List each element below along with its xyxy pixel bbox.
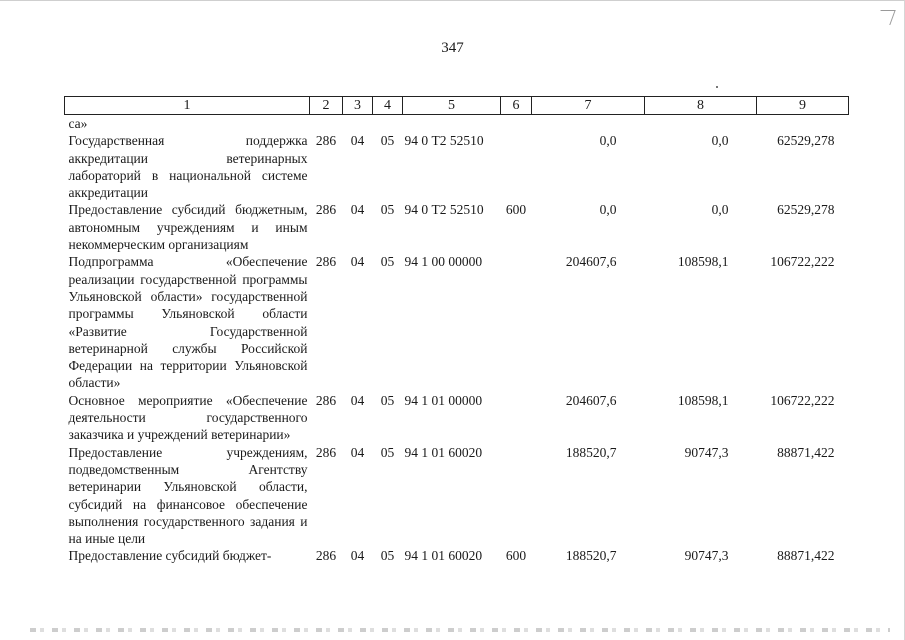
row-subsection: 05	[380, 202, 395, 218]
row-value-9: 106722,222	[770, 392, 835, 408]
row-expense-type	[501, 132, 532, 201]
table-row	[65, 444, 849, 548]
row-value-7: 0,0	[599, 202, 617, 218]
row-code: 286	[315, 392, 337, 408]
row-name: Предоставление субсидий бюджетным, автономным учреждениям и иным некоммерческим организациям	[68, 202, 308, 253]
row-target-article: 94 0 Т2 52510	[404, 133, 484, 149]
header-cell: 2	[310, 97, 343, 115]
row-name: Основное мероприятие «Обеспечение деятельности государственного заказчика и учреждений ветеринарии»	[68, 392, 308, 443]
row-value-7: 204607,6	[565, 254, 617, 270]
table-header-row	[65, 97, 849, 115]
row-value-9: 62529,278	[777, 202, 835, 218]
row-code: 286	[315, 133, 337, 149]
header-cell: 1	[65, 97, 310, 115]
row-section: 04	[350, 444, 365, 460]
table-row	[65, 132, 849, 201]
row-value-7: 188520,7	[565, 548, 617, 564]
page-number: 347	[441, 40, 464, 56]
row-value-8: 90747,3	[684, 548, 729, 564]
row-value-8: 108598,1	[677, 254, 729, 270]
row-target-article: 94 1 01 60020	[404, 444, 483, 460]
row-code: 286	[315, 548, 337, 564]
row-subsection: 05	[380, 392, 395, 408]
row-value-9: 88871,422	[777, 444, 835, 460]
scan-edge-noise	[30, 628, 890, 632]
row-name: Государственная поддержка аккредитации ветеринарных лабораторий в национальной системе аккредитации	[68, 133, 308, 201]
row-value-8: 0,0	[711, 202, 729, 218]
row-value-7: 188520,7	[565, 444, 617, 460]
row-name: Предоставление субсидий бюджет-	[68, 548, 272, 564]
table-body	[65, 115, 849, 565]
row-expense-type	[501, 253, 532, 391]
row-section: 04	[350, 392, 365, 408]
header-cell: 6	[501, 97, 532, 115]
row-subsection: 05	[380, 444, 395, 460]
row-code: 286	[315, 202, 337, 218]
row-value-9: 88871,422	[777, 548, 835, 564]
row-section: 04	[350, 548, 365, 564]
row-target-article: 94 1 00 00000	[404, 254, 483, 270]
row-target-article: 94 0 Т2 52510	[404, 202, 484, 218]
budget-table	[64, 96, 849, 565]
row-value-7: 204607,6	[565, 392, 617, 408]
table-row	[65, 547, 849, 564]
header-cell: 4	[373, 97, 403, 115]
table-row	[65, 201, 849, 253]
row-value-8: 0,0	[711, 133, 729, 149]
row-target-article: 94 1 01 60020	[404, 548, 483, 564]
row-expense-type: 600	[505, 548, 527, 564]
header-cell: 7	[532, 97, 645, 115]
row-value-8: 108598,1	[677, 392, 729, 408]
row-section: 04	[350, 254, 365, 270]
row-value-7: 0,0	[599, 133, 617, 149]
row-expense-type: 600	[505, 202, 527, 218]
header-cell: 9	[757, 97, 849, 115]
row-value-8: 90747,3	[684, 444, 729, 460]
header-cell: 8	[645, 97, 757, 115]
row-value-9: 106722,222	[770, 254, 835, 270]
row-code: 286	[315, 254, 337, 270]
header-cell: 5	[403, 97, 501, 115]
scan-speck	[716, 86, 718, 88]
row-section: 04	[350, 133, 365, 149]
table-row	[65, 392, 849, 444]
row-section: 04	[350, 202, 365, 218]
row-target-article: 94 1 01 00000	[404, 392, 483, 408]
row-name: Подпрограмма «Обеспечение реализации государственной программы Ульяновской области» государственной программы Ульяновской области «Развитие Государственной ветеринарной службы Российской Федерации на территории Ульяновской области»	[68, 254, 308, 391]
row-expense-type	[501, 392, 532, 444]
continuation-row	[65, 115, 849, 133]
row-subsection: 05	[380, 133, 395, 149]
table-row	[65, 253, 849, 391]
row-subsection: 05	[380, 548, 395, 564]
row-code: 286	[315, 444, 337, 460]
row-value-9: 62529,278	[777, 133, 835, 149]
header-cell: 3	[343, 97, 373, 115]
row-expense-type	[501, 444, 532, 548]
row-name: Предоставление учреждениям, подведомственным Агентству ветеринарии Ульяновской области, субсидий на финансовое обеспечение выполнения государственного задания и на иные цели	[68, 444, 308, 547]
row-subsection: 05	[380, 254, 395, 270]
continuation-text: са»	[68, 116, 88, 131]
